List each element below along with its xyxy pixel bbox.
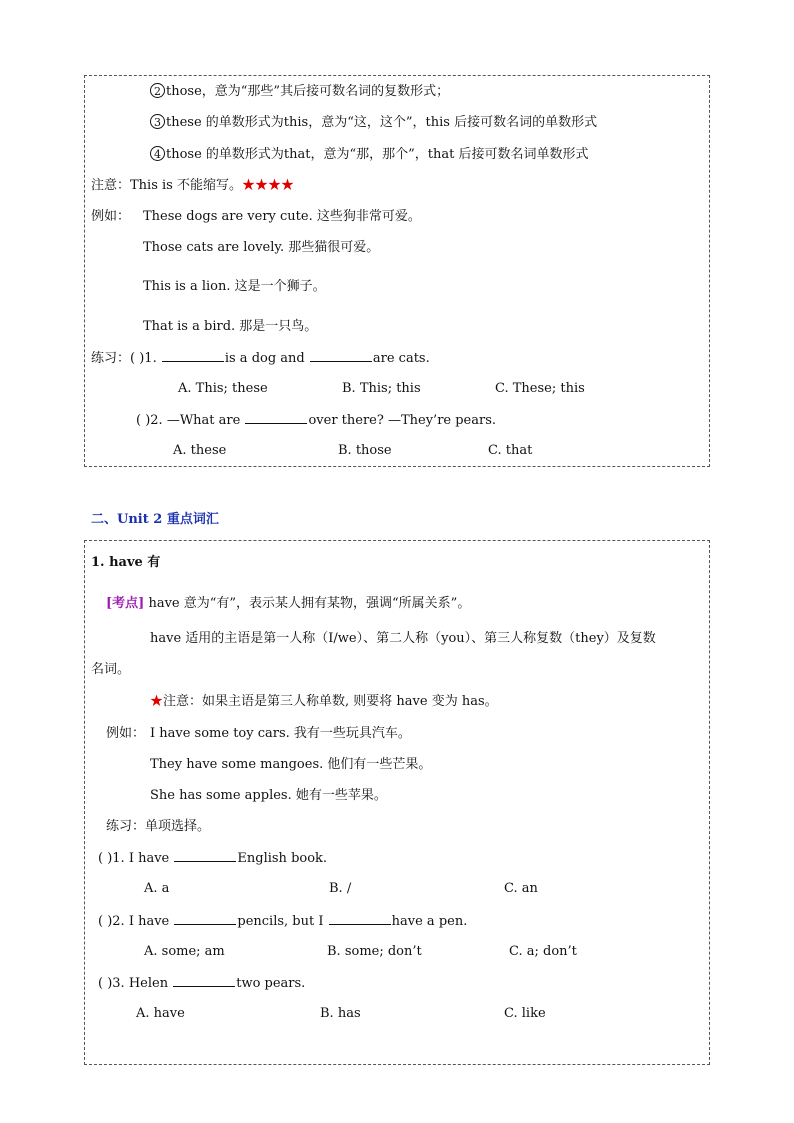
answer-blank[interactable] [173,974,235,987]
option-b: B. This; this [342,381,421,396]
option-a: A. some; am [144,944,225,959]
answer-blank[interactable] [329,912,391,925]
example-1: I have some toy cars. 我有一些玩具汽车。 [150,726,411,741]
answer-blank[interactable] [245,411,307,424]
option-b: B. has [320,1006,361,1021]
kaodian-label: [考点] [106,596,145,611]
practice-q1: ( )1. I have English book. [98,851,328,866]
subject-line-1: have 适用的主语是第一人称（I/we）、第二人称（you）、第三人称复数（they）及复数 [150,631,656,646]
rule-2: 2 those，意为“那些”其后接可数名词的复数形式； [150,83,449,101]
examples-label: 例如： [91,209,131,224]
rule-3: 3 these 的单数形式为this，意为“这，这个”，this 后接可数名词的单数形式 [150,114,597,132]
option-c: C. like [504,1006,546,1021]
practice-q3: ( )3. Helen two pears. [98,976,306,991]
example-4: That is a bird. 那是一只鸟。 [143,319,318,334]
example-3: She has some apples. 她有一些苹果。 [150,788,387,803]
example-2: They have some mangoes. 他们有一些芒果。 [150,757,432,772]
option-c: C. a; don’t [509,944,577,959]
practice-label: 练习：单项选择。 [106,819,211,834]
answer-blank[interactable] [310,349,372,362]
note-line: 注意：This is 不能缩写。★★★★ [91,178,294,193]
circled-number: 3 [150,114,165,129]
example-2: Those cats are lovely. 那些猫很可爱。 [143,240,380,255]
importance-stars: ★★★★ [241,178,294,193]
subject-line-2: 名词。 [91,662,131,677]
option-b: B. those [338,443,392,458]
option-c: C. that [488,443,533,458]
option-c: C. These; this [495,381,585,396]
grammar-box-these-those [84,75,710,467]
note-line: ★注意：如果主语是第三人称单数, 则要将 have 变为 has。 [150,694,498,709]
option-a: A. This; these [178,381,268,396]
kaodian-line: [考点] have 意为“有”，表示某人拥有某物，强调“所属关系”。 [106,596,471,611]
answer-blank[interactable] [174,849,236,862]
option-a: A. a [144,881,170,896]
star-icon: ★ [150,694,164,709]
example-3: This is a lion. 这是一个狮子。 [143,279,326,294]
word-title: 1. have 有 [91,555,161,570]
practice-q2: ( )2. I have pencils, but I have a pen. [98,914,468,929]
rule-4: 4 those 的单数形式为that，意为“那，那个”，that 后接可数名词单数形式 [150,146,589,164]
option-b: B. some; don’t [327,944,422,959]
section-heading: 二、Unit 2 重点词汇 [91,512,219,527]
examples-label: 例如： [106,726,146,741]
circled-number: 4 [150,146,165,161]
practice-q2: ( )2. —What are over there? —They’re pears. [136,413,497,428]
answer-blank[interactable] [174,912,236,925]
option-b: B. / [329,881,352,896]
option-a: A. these [173,443,227,458]
circled-number: 2 [150,83,165,98]
answer-blank[interactable] [162,349,224,362]
option-a: A. have [136,1006,185,1021]
option-c: C. an [504,881,538,896]
practice-q1: 练习：( )1. is a dog and are cats. [91,351,430,366]
example-1: These dogs are very cute. 这些狗非常可爱。 [143,209,421,224]
